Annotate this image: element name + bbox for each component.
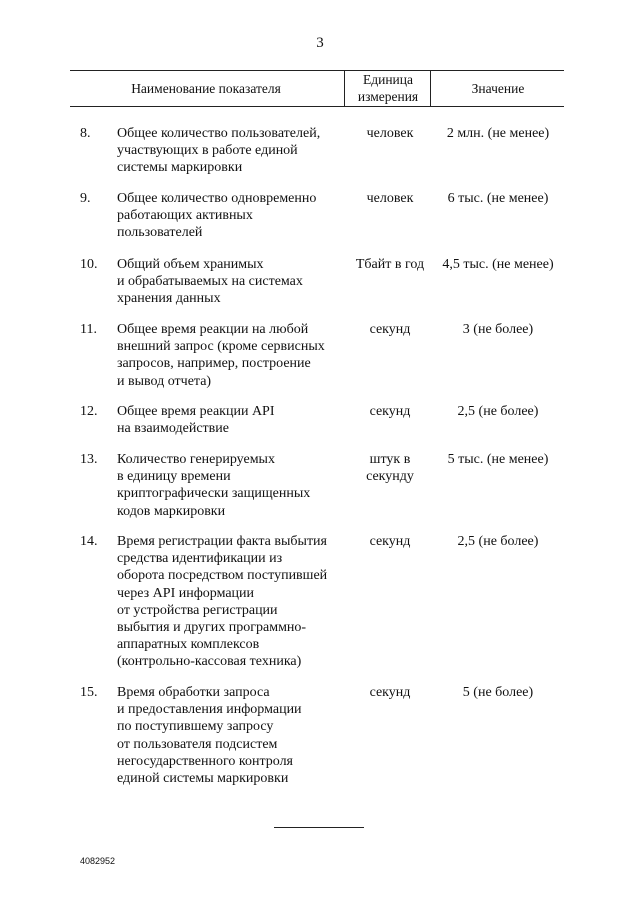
row-indicator-name: Общее время реакции на любой внешний запрос (кроме сервисных запросов, например, построение и вывод отчета) xyxy=(117,322,325,389)
row-unit: секунд xyxy=(369,322,411,337)
row-number: 12. xyxy=(80,404,98,419)
header-unit: Единица измерения xyxy=(357,72,419,104)
row-unit: Тбайт в год xyxy=(355,257,425,272)
row-value: 6 тыс. (не менее) xyxy=(447,191,549,206)
table-header-bottom-rule xyxy=(70,106,564,107)
row-number: 9. xyxy=(80,191,91,206)
row-value: 2 млн. (не менее) xyxy=(446,126,550,141)
row-unit: человек xyxy=(366,126,414,141)
page-number: 3 xyxy=(316,35,324,51)
document-code: 4082952 xyxy=(80,856,116,866)
row-unit: человек xyxy=(366,191,414,206)
row-unit: штук в секунду xyxy=(366,452,414,485)
row-indicator-name: Общее время реакции API на взаимодействие xyxy=(117,404,275,437)
row-number: 14. xyxy=(80,534,98,549)
table-top-rule xyxy=(70,70,564,71)
header-indicator-name: Наименование показателя xyxy=(131,81,281,96)
row-indicator-name: Общий объем хранимых и обрабатываемых на системах хранения данных xyxy=(117,257,303,307)
header-divider-1 xyxy=(344,70,345,106)
row-value: 4,5 тыс. (не менее) xyxy=(442,257,554,272)
row-value: 2,5 (не более) xyxy=(457,534,539,549)
header-divider-2 xyxy=(430,70,431,106)
row-value: 3 (не более) xyxy=(462,322,534,337)
row-number: 10. xyxy=(80,257,98,272)
row-unit: секунд xyxy=(369,404,411,419)
row-number: 8. xyxy=(80,126,91,141)
row-indicator-name: Общее количество одновременно работающих активных пользователей xyxy=(117,191,317,241)
row-value: 5 (не более) xyxy=(462,685,534,700)
end-separator xyxy=(274,827,364,828)
row-indicator-name: Время обработки запроса и предоставления информации по поступившему запросу от пользователя подсистем негосударственного контроля единой системы маркировки xyxy=(117,685,302,787)
row-number: 15. xyxy=(80,685,98,700)
row-indicator-name: Количество генерируемых в единицу времени криптографически защищенных кодов маркировки xyxy=(117,452,311,519)
row-value: 2,5 (не более) xyxy=(457,404,539,419)
header-value: Значение xyxy=(471,81,525,96)
row-indicator-name: Время регистрации факта выбытия средства идентификации из оборота посредством поступившей через API информации от устройства регистрации выбытия и других программно- аппаратных комплексов (контрольно-кассовая техника) xyxy=(117,534,328,670)
row-indicator-name: Общее количество пользователей, участвующих в работе единой системы маркировки xyxy=(117,126,321,176)
row-unit: секунд xyxy=(369,534,411,549)
row-value: 5 тыс. (не менее) xyxy=(447,452,549,467)
row-number: 11. xyxy=(80,322,97,337)
row-number: 13. xyxy=(80,452,98,467)
row-unit: секунд xyxy=(369,685,411,700)
